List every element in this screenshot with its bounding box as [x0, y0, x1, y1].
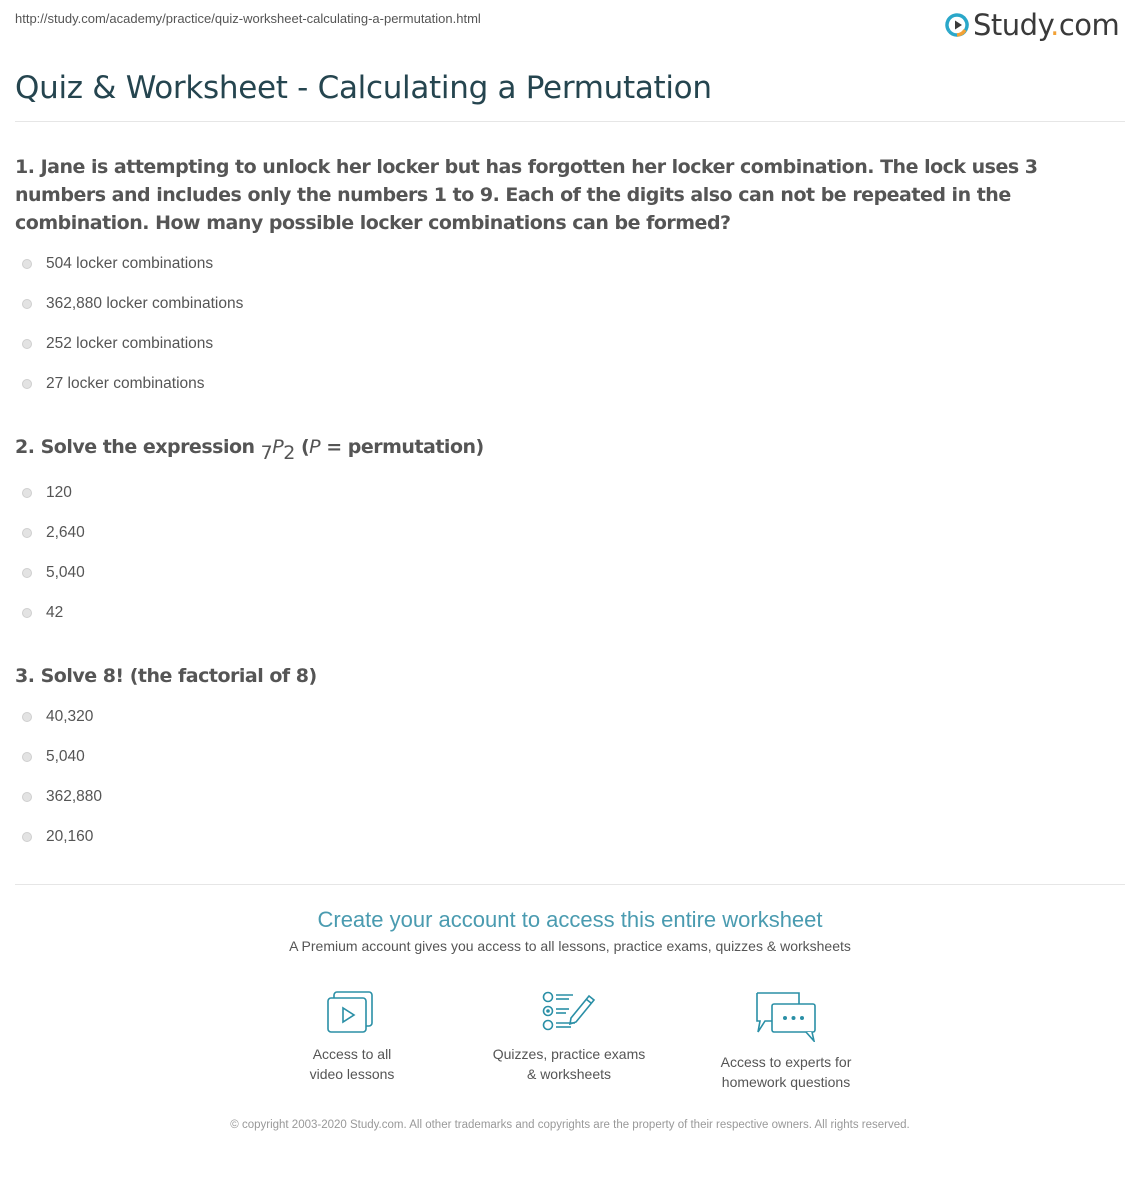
answer-option[interactable]: 5,040 — [22, 737, 102, 777]
copyright-text: © copyright 2003-2020 Study.com. All other trademarks and copyrights are the property of their respective owners. All rights reserved. — [230, 1119, 910, 1131]
answer-option[interactable]: 5,040 — [22, 553, 85, 593]
divider — [15, 884, 1125, 885]
radio-button[interactable] — [22, 832, 32, 842]
logo-text: Study.com — [973, 8, 1120, 42]
answer-option[interactable]: 40,320 — [22, 697, 102, 737]
answer-option[interactable]: 27 locker combinations — [22, 364, 243, 404]
answer-option[interactable]: 20,160 — [22, 817, 102, 857]
quiz-checklist-icon — [541, 990, 597, 1034]
radio-button[interactable] — [22, 299, 32, 309]
answer-option[interactable]: 252 locker combinations — [22, 324, 243, 364]
feature-experts: Access to experts for homework questions — [686, 990, 886, 1092]
radio-button[interactable] — [22, 608, 32, 618]
question-2-options — [22, 473, 85, 633]
radio-button[interactable] — [22, 528, 32, 538]
question-1-options — [22, 244, 243, 404]
answer-option[interactable]: 362,880 — [22, 777, 102, 817]
feature-quizzes: Quizzes, practice exams & worksheets — [469, 990, 669, 1084]
radio-button[interactable] — [22, 259, 32, 269]
divider — [15, 121, 1125, 122]
cta-subtitle: A Premium account gives you access to all lessons, practice exams, quizzes & worksheets — [289, 938, 851, 954]
radio-button[interactable] — [22, 379, 32, 389]
cta-title[interactable]: Create your account to access this entire worksheet — [317, 907, 823, 932]
answer-option[interactable]: 504 locker combinations — [22, 244, 243, 284]
chat-bubbles-icon — [754, 990, 818, 1042]
question-3: 3. Solve 8! (the factorial of 8) — [15, 665, 317, 687]
question-2: 2. Solve the expression $_7P_2$ (P = permutation) — [15, 436, 484, 464]
page-title: Quiz & Worksheet - Calculating a Permutation — [15, 70, 712, 106]
radio-button[interactable] — [22, 752, 32, 762]
study-logo[interactable] — [945, 8, 1119, 42]
radio-button[interactable] — [22, 712, 32, 722]
question-1: 1. Jane is attempting to unlock her locker but has forgotten her locker combination. The lock uses 3 numbers and includes only the numbers 1 to 9. Each of the digits also can not be repeated in the combination. How many possible locker combinations can be formed? — [15, 156, 1038, 234]
video-lessons-icon — [326, 990, 378, 1034]
page-url: http://study.com/academy/practice/quiz-worksheet-calculating-a-permutation.html — [15, 11, 481, 26]
radio-button[interactable] — [22, 568, 32, 578]
answer-option[interactable]: 2,640 — [22, 513, 85, 553]
radio-button[interactable] — [22, 339, 32, 349]
answer-option[interactable]: 120 — [22, 473, 85, 513]
question-3-options — [22, 697, 102, 857]
feature-video-lessons: Access to all video lessons — [252, 990, 452, 1084]
answer-option[interactable]: 42 — [22, 593, 85, 633]
radio-button[interactable] — [22, 792, 32, 802]
answer-option[interactable]: 362,880 locker combinations — [22, 284, 243, 324]
radio-button[interactable] — [22, 488, 32, 498]
play-circle-logo-icon — [945, 13, 969, 37]
